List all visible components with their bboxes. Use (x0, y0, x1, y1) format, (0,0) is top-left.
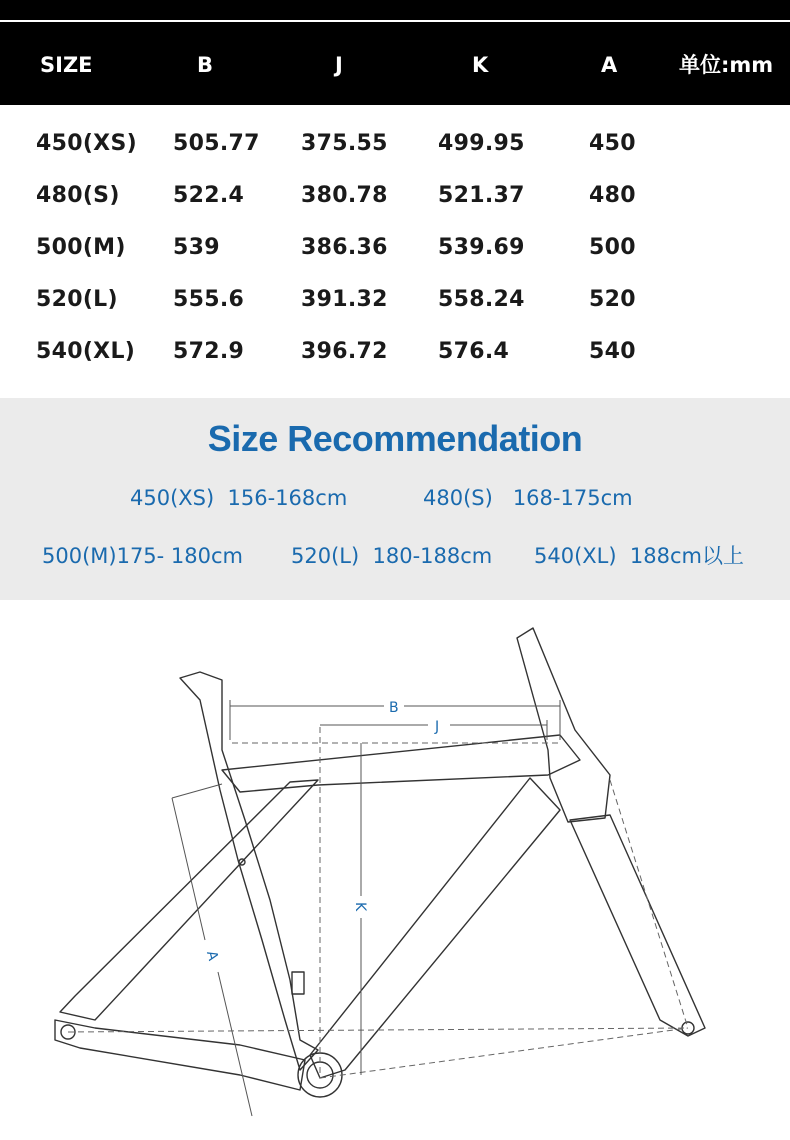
header-a: A (601, 53, 618, 77)
cell-size: 480(S) (36, 183, 120, 208)
frame-geometry-diagram (0, 600, 790, 1136)
cell-k: 576.4 (438, 339, 510, 364)
recommendation-item: 480(S) 168-175cm (423, 486, 633, 510)
table-row (0, 332, 790, 372)
header-size: SIZE (40, 53, 93, 77)
cell-a: 520 (589, 287, 636, 312)
cell-k: 521.37 (438, 183, 525, 208)
cell-j: 391.32 (301, 287, 388, 312)
cell-b: 539 (173, 235, 220, 260)
recommendation-item: 450(XS) 156-168cm (130, 486, 348, 510)
table-row (0, 280, 790, 320)
cell-j: 386.36 (301, 235, 388, 260)
dimension-label-b: B (389, 700, 399, 716)
recommendation-item: 500(M)175- 180cm (42, 544, 244, 568)
cell-j: 375.55 (301, 131, 388, 156)
cell-k: 539.69 (438, 235, 525, 260)
recommendation-item: 540(XL) 188cm以上 (534, 544, 744, 568)
cell-a: 500 (589, 235, 636, 260)
cell-k: 558.24 (438, 287, 525, 312)
cell-b: 522.4 (173, 183, 245, 208)
cell-a: 480 (589, 183, 636, 208)
bicycle-frame-drawing (0, 600, 790, 1136)
cell-k: 499.95 (438, 131, 525, 156)
header-divider (0, 20, 790, 22)
fork (570, 815, 705, 1036)
cell-a: 540 (589, 339, 636, 364)
recommendation-title: Size Recommendation (207, 418, 583, 459)
cell-size: 450(XS) (36, 131, 137, 156)
cell-size: 540(XL) (36, 339, 136, 364)
down-tube (310, 778, 560, 1078)
table-row (0, 228, 790, 268)
cell-size: 520(L) (36, 287, 118, 312)
dimension-label-k: K (352, 902, 368, 912)
cell-b: 572.9 (173, 339, 245, 364)
size-recommendation (0, 398, 790, 600)
header-b: B (197, 53, 214, 77)
table-row (0, 124, 790, 164)
header-k: K (472, 53, 489, 77)
cell-a: 450 (589, 131, 636, 156)
header-j: J (335, 53, 343, 77)
cell-j: 380.78 (301, 183, 388, 208)
seat-stay (60, 780, 318, 1020)
dimension-label-j: J (435, 719, 440, 735)
recommendation-item: 520(L) 180-188cm (291, 544, 493, 568)
table-row (0, 176, 790, 216)
chain-stay (55, 1020, 305, 1090)
cell-size: 500(M) (36, 235, 126, 260)
cell-j: 396.72 (301, 339, 388, 364)
table-header (0, 0, 790, 105)
header-unit: 单位:mm (679, 53, 774, 77)
dimension-label-a: A (203, 949, 221, 963)
cell-b: 555.6 (173, 287, 245, 312)
cell-b: 505.77 (173, 131, 260, 156)
